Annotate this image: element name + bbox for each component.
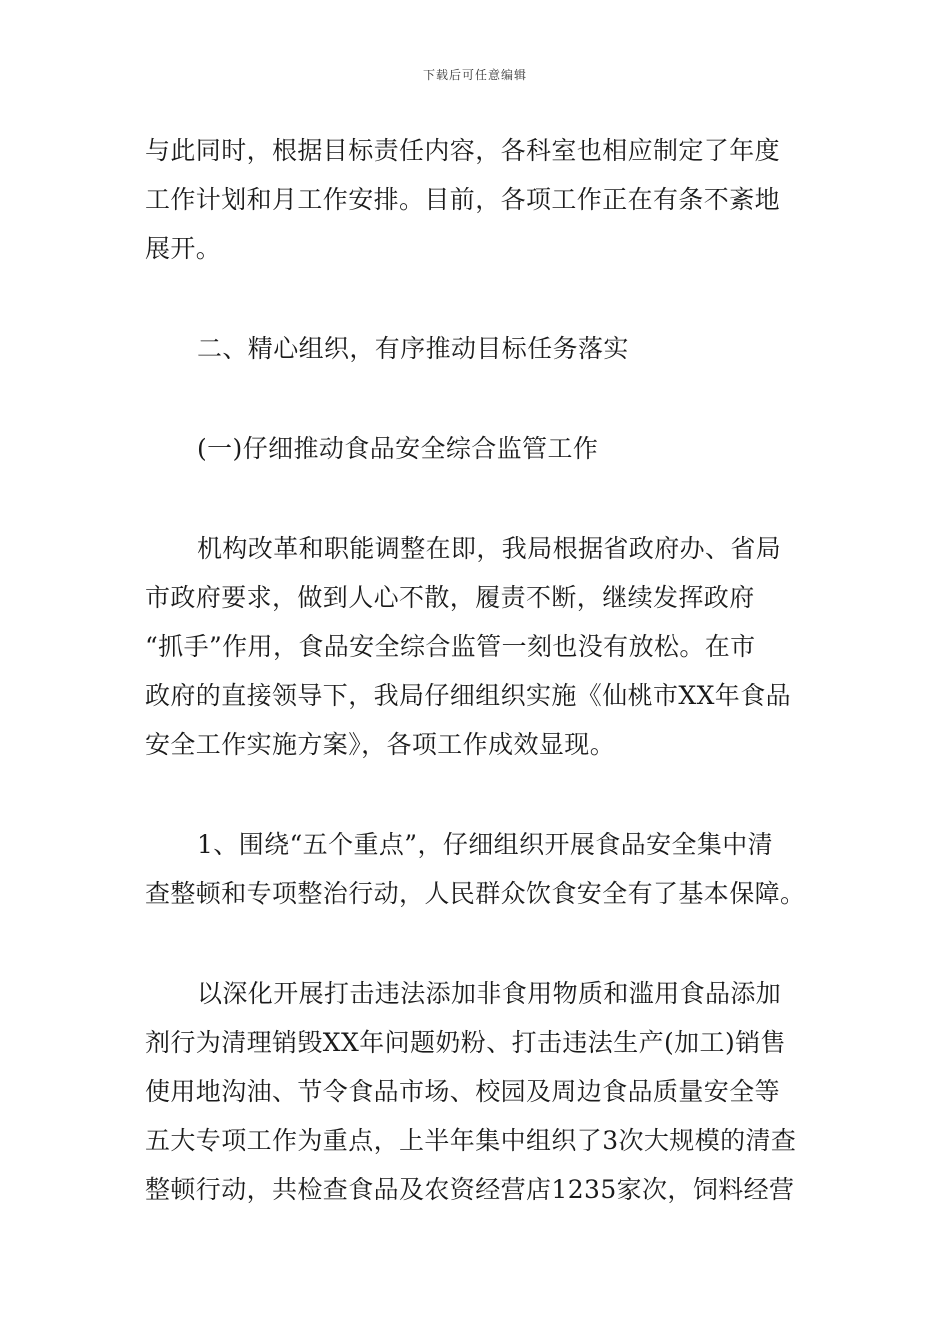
text-line: 以深化开展打击违法添加非食用物质和滥用食品添加 (197, 979, 782, 1008)
text-line: 查整顿和专项整治行动，人民群众饮食安全有了基本保障。 (145, 879, 806, 908)
header-note: 下载后可任意编辑 (422, 68, 527, 82)
paragraph-spacer (145, 918, 807, 969)
text-line: 1、围绕“五个重点”，仔细组织开展食品安全集中清 (197, 830, 774, 859)
text-line: 机构改革和职能调整在即，我局根据省政府办、省局 (197, 534, 782, 563)
paragraph-special-campaigns (145, 969, 807, 1214)
subsection-heading (145, 424, 807, 473)
paragraph-spacer (145, 273, 807, 324)
heading-line: (一)仔细推动食品安全综合监管工作 (197, 434, 599, 463)
paragraph-spacer (145, 373, 807, 424)
paragraph-five-key-points (145, 820, 807, 918)
text-line: 五大专项工作为重点，上半年集中组织了3次大规模的清查 (145, 1126, 797, 1155)
text-line: 市政府要求，做到人心不散，履责不断，继续发挥政府 (145, 583, 755, 612)
section-heading (145, 324, 807, 373)
heading-line: 二、精心组织，有序推动目标任务落实 (197, 334, 629, 363)
paragraph-reform (145, 524, 807, 769)
text-line: “抓手”作用，食品安全综合监管一刻也没有放松。在市 (145, 632, 756, 661)
text-line: 使用地沟油、节令食品市场、校园及周边食品质量安全等 (145, 1077, 781, 1106)
text-line: 整顿行动，共检查食品及农资经营店1235家次，饲料经营 (145, 1175, 795, 1204)
paragraph-coordination (145, 126, 807, 273)
document-body (145, 126, 807, 1214)
text-line: 工作计划和月工作安排。目前，各项工作正在有条不紊地 (145, 185, 781, 214)
text-line: 展开。 (145, 234, 222, 263)
text-line: 政府的直接领导下，我局仔细组织实施《仙桃市XX年食品 (145, 681, 791, 710)
text-line: 安全工作实施方案》，各项工作成效显现。 (145, 730, 616, 759)
paragraph-spacer (145, 473, 807, 524)
text-line: 与此同时，根据目标责任内容，各科室也相应制定了年度 (145, 136, 781, 165)
text-line: 剂行为清理销毁XX年问题奶粉、打击违法生产(加工)销售 (145, 1028, 786, 1057)
paragraph-spacer (145, 769, 807, 820)
